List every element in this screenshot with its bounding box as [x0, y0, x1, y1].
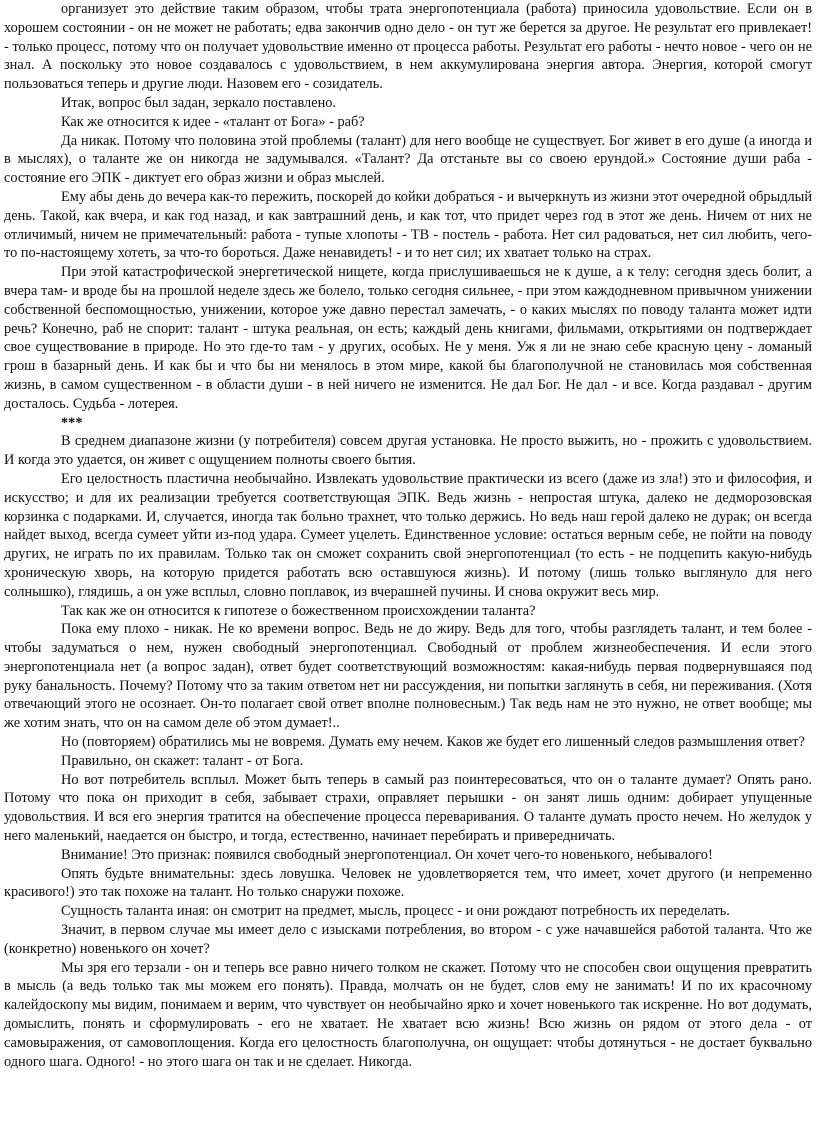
paragraph: Пока ему плохо - никак. Не ко времени вопрос. Ведь не до жиру. Ведь для того, чтобы разглядеть талант, и тем более - чтобы задуматься о нем, нужен свободный энергопотенциал. Свободный от проблем жизнеобеспечения. И если этого энергопотенциала нет (а вопрос задан), ответ будет соответствующий возможностям: какая-нибудь первая подвернувшаяся под руку банальность. Почему? Потому что за таким ответом нет ни рассуждения, ни попытки заглянуть в себя, ни переживания. (Хотя отвечающий этого не осознает. Он-то полагает свой ответ вполне полновесным.) Так ведь нам не это нужно, не ответ вообще; мы же хотим знать, что он на самом деле об этом думает!..: [4, 621, 812, 732]
paragraph: Внимание! Это признак: появился свободный энергопотенциал. Он хочет чего-то новенького, небывалого!: [61, 846, 713, 863]
paragraph: В среднем диапазоне жизни (у потребителя) совсем другая установка. Не просто выжить, но - прожить с удовольствием. И когда это удается, он живет с ощущением полноты своего бытия.: [4, 433, 812, 469]
paragraph: Но (повторяем) обратились мы не вовремя. Думать ему нечем. Каков же будет его лишенный следов размышления ответ?: [61, 734, 805, 751]
paragraph: Его целостность пластична необычайно. Извлекать удовольствие практически из всего (даже из зла!) это и философия, и искусство; и для их реализации требуется соответствующая ЭПК. Ведь жизнь - непростая штука, далеко не дедморозовская корзинка с подарками. И, случается, иногда так больно трахнет, что только держись. Но ведь наш герой далеко не дурак; он всегда найдет выход, всегда сумеет уйти из-под удара. Сумеет уцелеть. Единственное условие: остаться верным себе, не пойти на поводу других, не играть по их правилам. Только так он сможет сохранить свой энергопотенциал (то есть - не подцепить какую-нибудь хроническую хворь, на которую придется работать всю оставшуюся жизнь). И потому (лишь только выглянуло для него солнышко), глядишь, а он уже всплыл, словно поплавок, из вчерашней пучины. И снова окружит весь мир.: [4, 470, 812, 600]
paragraph: Да никак. Потому что половина этой проблемы (талант) для него вообще не существует. Бог живет в его душе (а иногда и в мыслях), о таланте же он никогда не задумывался. «Талант? Да отстаньте вы со своею ерундой.» Состояние души раба - состояние его ЭПК - диктует его образ жизни и образ мыслей.: [4, 132, 812, 187]
paragraph: Так как же он относится к гипотезе о божественном происхождении таланта?: [61, 602, 536, 619]
section-separator: ***: [61, 414, 83, 431]
paragraph: Мы зря его терзали - он и теперь все равно ничего толком не скажет. Потому что не способен свои ощущения превратить в мысль (а ведь только так мы можем его понять). Правда, молчать он не будет, слов ему не занимать! И по их красочному калейдоскопу мы видим, понимаем и верим, что чувствует он необычайно ярко и хочет новенького так искренне. Но вот додумать, домыслить, понять и сформулировать - его не хватает. Не хватает всю жизнь! Всю жизнь он рядом от этого дела - от самовыражения, от самовоплощения. Когда его целостность благополучна, он ощущает: чтобы дотянуться - не достает буквально одного шага. Одного! - но этого шага он так и не сделает. Никогда.: [4, 959, 812, 1070]
paragraph: Значит, в первом случае мы имеет дело с изысками потребления, во втором - с уже начавшейся работой таланта. Что же (конкретно) новенького он хочет?: [4, 922, 812, 957]
paragraph: Опять будьте внимательны: здесь ловушка. Человек не удовлетворяется тем, что имеет, хочет другого (и непременно красивого!) это так похоже на талант. Но только снаружи похоже.: [4, 865, 812, 901]
paragraph: Ему абы день до вечера как-то пережить, поскорей до койки добраться - и вычеркнуть из жизни этот очередной обрыдлый день. Такой, как вчера, и как год назад, и как завтрашний день, и как тот, что придет через год в этот же день. Ничем от них не отличимый, ничем не примечательный: работа - тупые хлопоты - ТВ - постель - работа. Нет сил радоваться, нет сил любить, чего-то по-настоящему хотеть, за что-то бороться. Даже ненавидеть! - и то нет сил; их хватает только на страх.: [4, 188, 812, 262]
paragraph: При этой катастрофической энергетической нищете, когда прислушиваешься не к душе, а к телу: сегодня здесь болит, а вчера там- и вроде бы на прошлой неделе здесь же болело, только сегодня сильнее, - при этом каждодневном привычном унижении собственной беспомощностью, унижении, которое уже давно перестал замечать, - о каких мыслях по поводу таланта может идти речь? Конечно, раб не спорит: талант - штука реальная, он есть; каждый день книгами, фильмами, открытиями он подтверждает свое существование в природе. Но это где-то там - у других, особых. Не у меня. Уж я ли не знаю себе красную цену - ломаный грош в базарный день. И как бы и что бы ни менялось в этом мире, какой бы благополучной не становилась моя собственная жизнь, в самом существенном - в области души - в ней ничего не изменится. Не дал Бог. Не дал - и все. Когда раздавал - другим досталось. Судьба - лотерея.: [4, 264, 812, 412]
paragraph: организует это действие таким образом, чтобы трата энергопотенциала (работа) приносила удовольствие. Если он в хорошем состоянии - он не может не работать; едва закончив одно дело - он тут же берется за другое. Не результат его привлекает! - только процесс, потому что он получает удовольствие именно от процесса работы. Результат его работы - нечто новое - чего он не знал. А поскольку это новое создавалось с удовольствием, в нем аккумулирована энергия автора. Энергия, которой смогут пользоваться теперь и другие люди. Назовем его - созидатель.: [4, 1, 812, 93]
paragraph: Но вот потребитель всплыл. Может быть теперь в самый раз поинтересоваться, что он о таланте думает? Опять рано. Потому что пока он приходит в себя, забывает страхи, оправляет перышки - он занят лишь одним: добирает упущенные удовольствия. И вся его энергия тратится на обеспечение процесса переваривания. О таланте думать просто нечем. Но желудок у него маленький, наедается он быстро, и тогда, естественно, начинает перебирать и привередничать.: [4, 771, 812, 845]
paragraph: Сущность таланта иная: он смотрит на предмет, мысль, процесс - и они рождают потребность их переделать.: [61, 903, 730, 920]
paragraph: Как же относится к идее - «талант от Бога» - раб?: [61, 113, 365, 130]
paragraph: Итак, вопрос был задан, зеркало поставлено.: [61, 94, 336, 111]
paragraph: Правильно, он скажет: талант - от Бога.: [61, 752, 304, 769]
